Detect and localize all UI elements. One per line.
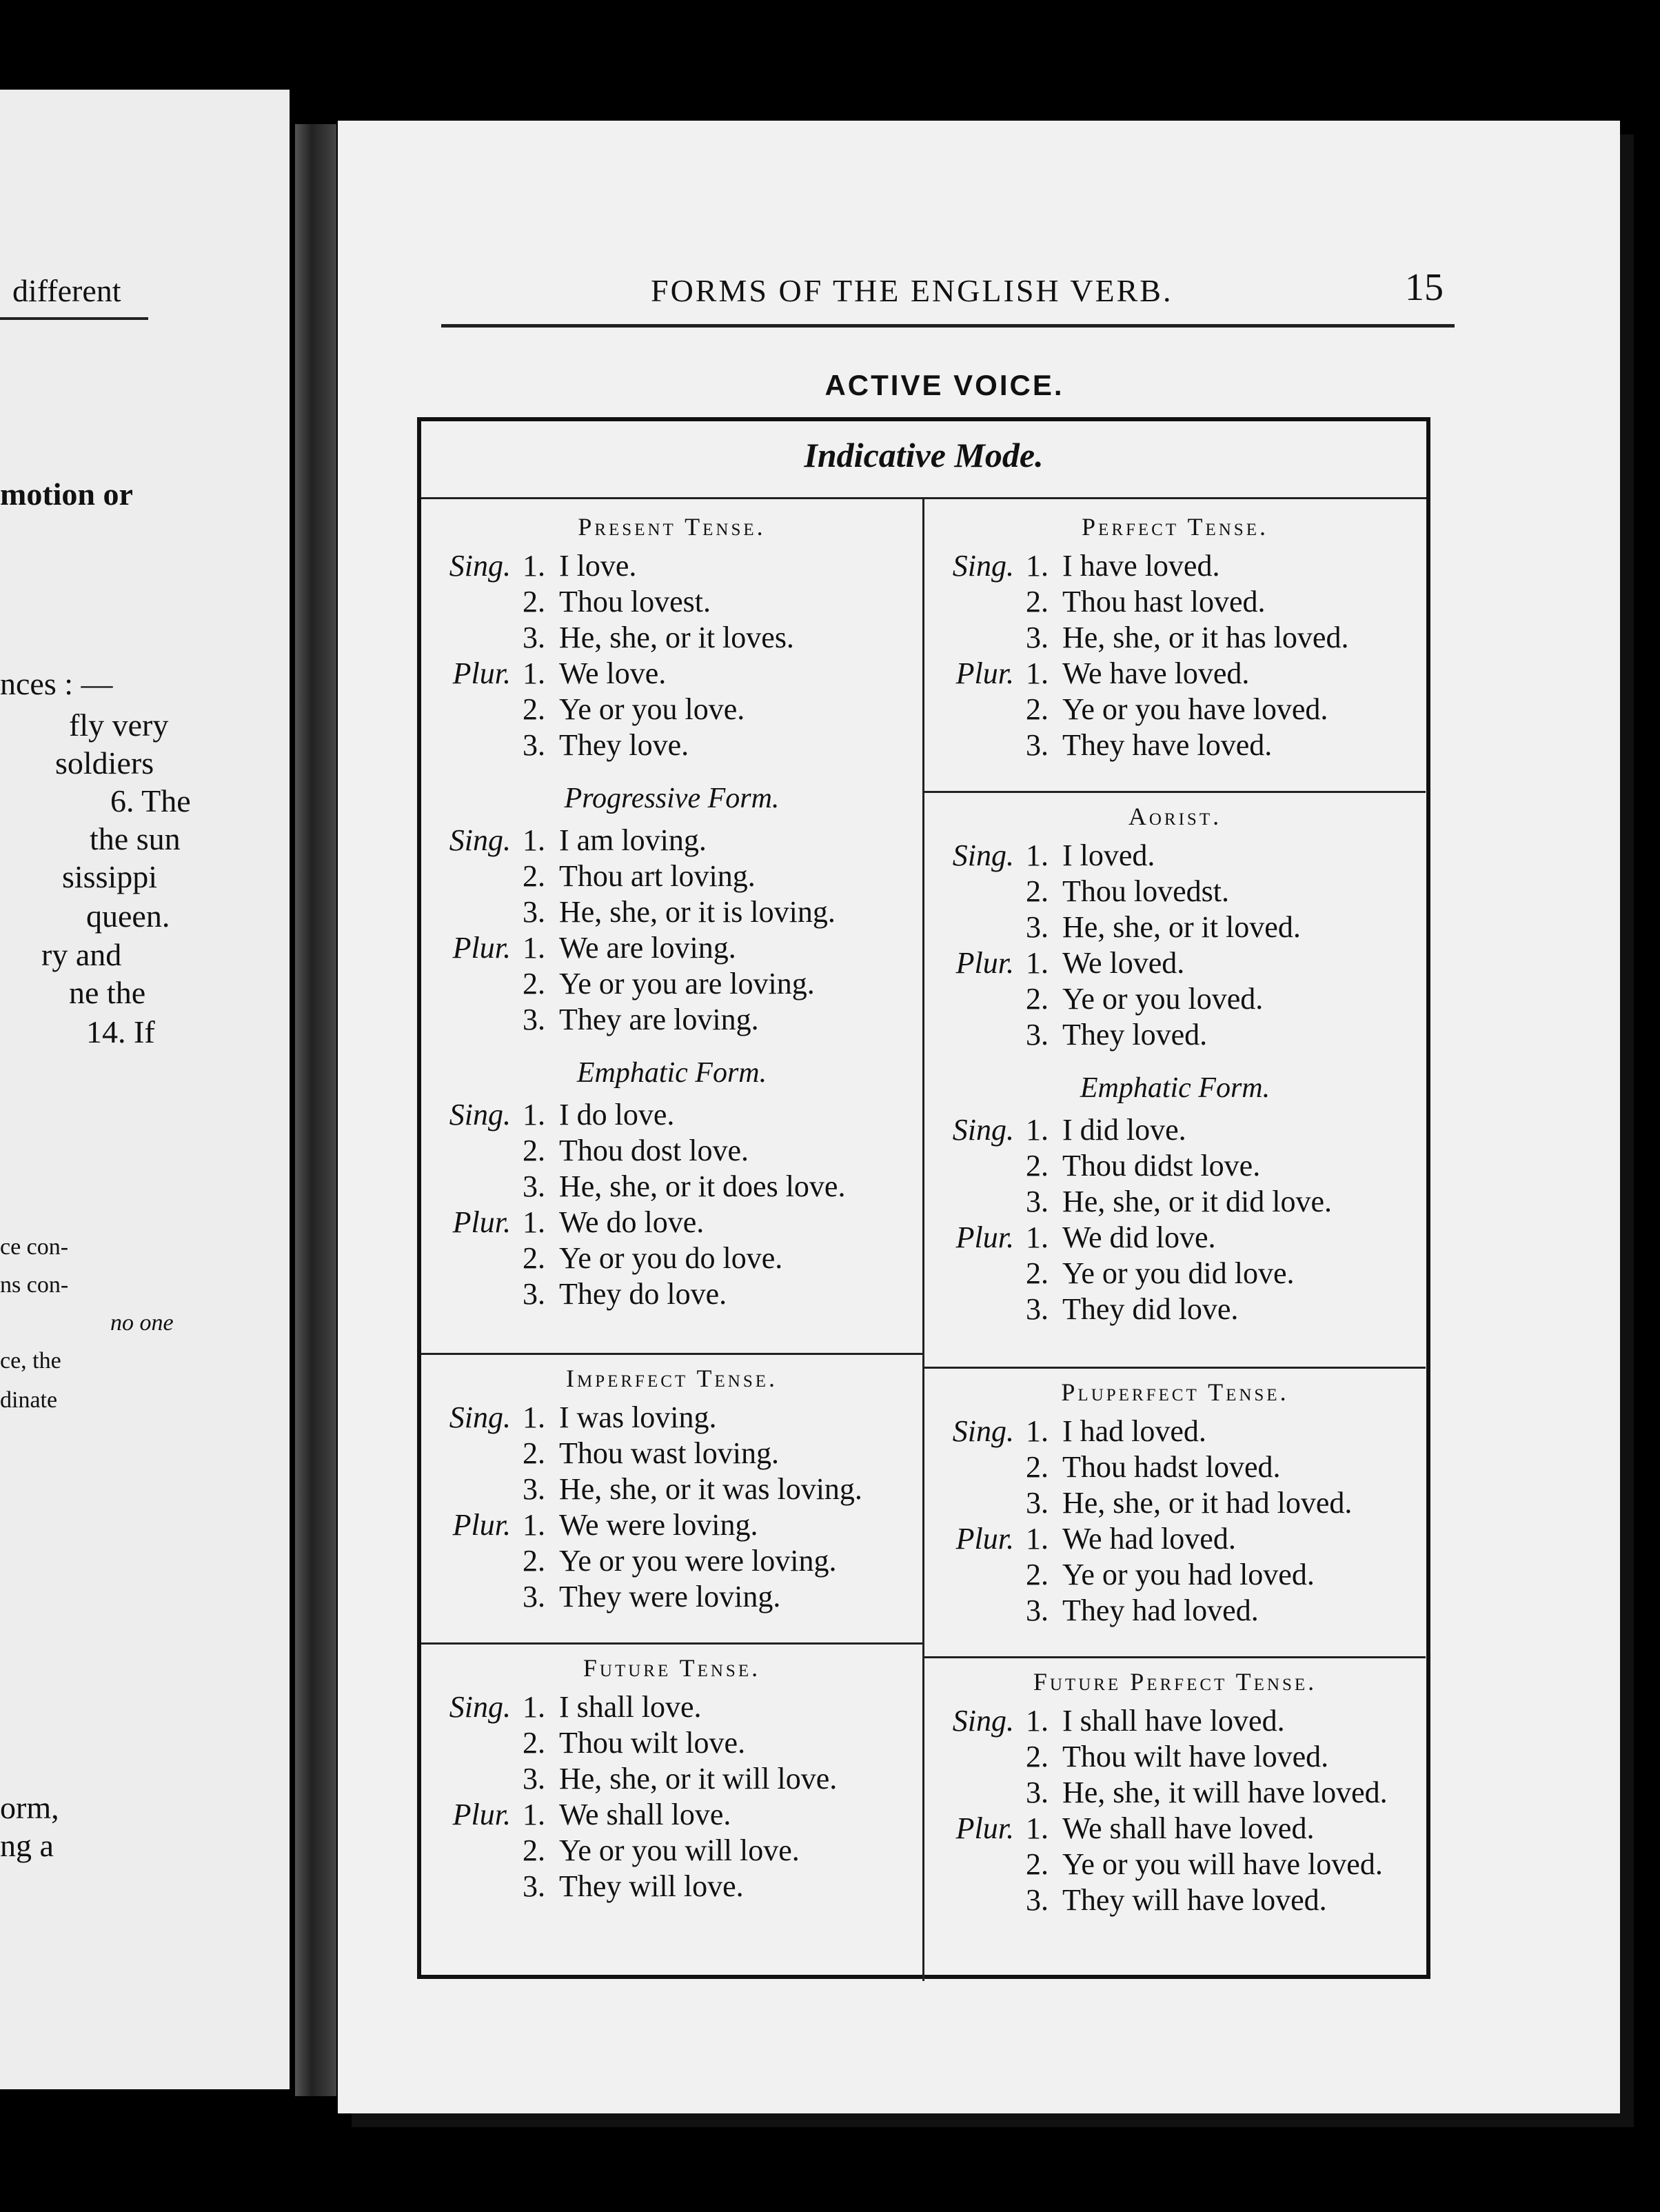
verb-form: Ye or you had loved. [1062, 1558, 1315, 1591]
verb-form: Thou didst love. [1062, 1149, 1261, 1183]
verb-form: He, she, or it will love. [559, 1762, 838, 1796]
number-label: Sing. [952, 1113, 1014, 1147]
conjugation-row [421, 894, 922, 930]
number-label: Sing. [449, 823, 511, 857]
conjugation-row [924, 838, 1426, 874]
verb-form: They have loved. [1062, 728, 1273, 762]
person-number: 1. [523, 656, 545, 690]
conjugation-row [421, 1797, 922, 1833]
conjugation-row [421, 1240, 922, 1276]
facing-page-fragment: ns con- [0, 1272, 69, 1298]
tense-section [924, 1371, 1426, 1629]
person-number: 2. [1026, 1149, 1049, 1183]
person-number: 2. [1026, 692, 1049, 726]
number-label: Plur. [452, 656, 511, 690]
verb-form: He, she, or it loves. [559, 621, 794, 654]
conjugation-row [924, 548, 1426, 584]
mode-title: Indicative Mode. [804, 436, 1044, 474]
verb-form: We do love. [559, 1205, 705, 1239]
facing-page-fragment: ng a [0, 1828, 54, 1863]
running-head: FORMS OF THE ENGLISH VERB. [651, 273, 1173, 308]
number-label: Sing. [449, 1098, 511, 1132]
section-rule [421, 1353, 922, 1355]
verb-form: He, she, it will have loved. [1062, 1776, 1388, 1809]
conjugation-row [924, 727, 1426, 763]
number-label: Plur. [955, 656, 1014, 690]
person-number: 2. [1026, 1450, 1049, 1484]
conjugation-row [924, 1593, 1426, 1629]
facing-page-fragment: motion or [0, 476, 133, 512]
conjugation-row [924, 1017, 1426, 1053]
conjugation-row [924, 981, 1426, 1017]
facing-page-fragment: soldiers [55, 745, 154, 781]
section-rule [421, 1642, 922, 1645]
conjugation-row [924, 1112, 1426, 1148]
conjugation-row [421, 1833, 922, 1869]
person-number: 3. [523, 895, 545, 929]
tense-title: Imperfect Tense. [565, 1365, 778, 1392]
verb-form: We loved. [1062, 946, 1185, 980]
person-number: 1. [523, 1400, 545, 1434]
person-number: 1. [1026, 1220, 1049, 1254]
conjugation-row [421, 1543, 922, 1579]
person-number: 1. [523, 823, 545, 857]
conjugation-row [421, 727, 922, 763]
verb-form: They do love. [559, 1277, 727, 1311]
conjugation-row [924, 1148, 1426, 1184]
conjugation-row [924, 1414, 1426, 1449]
person-number: 2. [523, 692, 545, 726]
person-number: 3. [1026, 1776, 1049, 1809]
person-number: 1. [523, 931, 545, 965]
verb-form: He, she, or it did love. [1062, 1185, 1333, 1218]
conjugation-row [421, 548, 922, 584]
conjugation-row [924, 1291, 1426, 1327]
facing-page-fragment: ce con- [0, 1234, 69, 1260]
facing-page-fragment: ne the [69, 975, 146, 1010]
person-number: 3. [523, 1580, 545, 1613]
conjugation-row [924, 1485, 1426, 1521]
number-label: Plur. [955, 1220, 1014, 1254]
verb-form: He, she, or it was loving. [559, 1472, 862, 1506]
number-label: Plur. [955, 1811, 1014, 1845]
person-number: 3. [523, 1277, 545, 1311]
person-number: 2. [523, 1544, 545, 1578]
conjugation-row [421, 930, 922, 966]
number-label: Plur. [452, 1798, 511, 1831]
conjugation-row [924, 1775, 1426, 1811]
person-number: 1. [523, 1798, 545, 1831]
number-label: Sing. [952, 1704, 1014, 1738]
book-binding [295, 124, 336, 2096]
conjugation-row [421, 1133, 922, 1169]
facing-page-rule [0, 317, 148, 320]
person-number: 2. [523, 1726, 545, 1760]
conjugation-row [421, 1507, 922, 1543]
verb-form: I had loved. [1062, 1414, 1206, 1448]
verb-form: They are loving. [559, 1003, 759, 1036]
conjugation-row [421, 1400, 922, 1436]
section-rule [924, 1656, 1426, 1658]
person-number: 2. [523, 1833, 545, 1867]
person-number: 1. [1026, 1414, 1049, 1448]
tense-title: Aorist. [1128, 803, 1222, 830]
person-number: 2. [523, 585, 545, 619]
person-number: 2. [1026, 1256, 1049, 1290]
person-number: 1. [1026, 1113, 1049, 1147]
number-label: Plur. [955, 946, 1014, 980]
verb-form: I loved. [1062, 838, 1155, 872]
verb-form: We are loving. [559, 931, 736, 965]
person-number: 3. [523, 1869, 545, 1903]
person-number: 1. [523, 1205, 545, 1239]
verb-form: Ye or you loved. [1062, 982, 1264, 1016]
conjugation-row [924, 1184, 1426, 1220]
person-number: 1. [1026, 1704, 1049, 1738]
person-number: 1. [1026, 549, 1049, 583]
facing-page-fragment: queen. [86, 898, 170, 934]
person-number: 3. [1026, 1018, 1049, 1052]
voice-heading: ACTIVE VOICE. [824, 369, 1064, 401]
conjugation-row [924, 1739, 1426, 1775]
conjugation-row [924, 1882, 1426, 1918]
person-number: 1. [523, 1690, 545, 1724]
verb-form: We shall have loved. [1062, 1811, 1315, 1845]
conjugation-row [421, 1869, 922, 1904]
person-number: 2. [1026, 1847, 1049, 1881]
tense-title: Present Tense. [578, 513, 766, 541]
verb-form: We love. [559, 656, 667, 690]
verb-form: He, she, or it has loved. [1062, 621, 1349, 654]
verb-form: They will have loved. [1062, 1883, 1327, 1917]
verb-form: Thou wilt have loved. [1062, 1740, 1329, 1773]
person-number: 3. [1026, 910, 1049, 944]
conjugation-row [421, 1761, 922, 1797]
person-number: 1. [1026, 1522, 1049, 1556]
tense-section [421, 1357, 922, 1615]
verb-form: They had loved. [1062, 1593, 1259, 1627]
person-number: 1. [523, 1098, 545, 1132]
tense-title: Pluperfect Tense. [1061, 1378, 1289, 1406]
facing-page-fragment: the sun [90, 821, 181, 856]
person-number: 1. [1026, 1811, 1049, 1845]
number-label: Sing. [449, 1400, 511, 1434]
verb-form: We have loved. [1062, 656, 1250, 690]
form-subtitle: Emphatic Form. [576, 1057, 767, 1089]
conjugation-row [421, 1002, 922, 1038]
tense-title: Perfect Tense. [1082, 513, 1268, 541]
verb-form: I shall love. [559, 1690, 702, 1724]
section-rule [924, 791, 1426, 793]
verb-form: He, she, or it had loved. [1062, 1486, 1353, 1520]
person-number: 2. [523, 967, 545, 1001]
facing-page-fragment: ry and [41, 937, 122, 972]
conjugation-row [924, 692, 1426, 727]
number-label: Sing. [952, 1414, 1014, 1448]
verb-form: Thou hast loved. [1062, 585, 1266, 619]
person-number: 1. [523, 1508, 545, 1542]
person-number: 3. [523, 1762, 545, 1796]
number-label: Plur. [452, 931, 511, 965]
conjugation-row [924, 620, 1426, 656]
verb-form: Thou dost love. [559, 1134, 749, 1167]
verb-form: Ye or you were loving. [559, 1544, 837, 1578]
form-subtitle: Emphatic Form. [1080, 1072, 1271, 1104]
facing-page-fragment: 14. If [86, 1014, 155, 1049]
conjugation-row [421, 1276, 922, 1312]
conjugation-row [924, 1847, 1426, 1882]
person-number: 3. [1026, 1883, 1049, 1917]
conjugation-table [417, 417, 1430, 1979]
verb-form: Thou art loving. [559, 859, 756, 893]
conjugation-row [421, 1097, 922, 1133]
facing-page-fragment: orm, [0, 1790, 59, 1825]
verb-form: I do love. [559, 1098, 675, 1132]
header-rule [441, 324, 1455, 328]
person-number: 2. [1026, 1740, 1049, 1773]
verb-form: We were loving. [559, 1508, 758, 1542]
tense-title: Future Perfect Tense. [1033, 1668, 1317, 1696]
conjugation-row [421, 692, 922, 727]
conjugation-row [924, 1811, 1426, 1847]
number-label: Sing. [952, 838, 1014, 872]
verb-form: I have loved. [1062, 549, 1220, 583]
conjugation-row [924, 1521, 1426, 1557]
conjugation-row [421, 1169, 922, 1205]
verb-form: Ye or you are loving. [559, 967, 815, 1001]
verb-form: He, she, or it does love. [559, 1169, 846, 1203]
conjugation-row [421, 966, 922, 1002]
verb-form: I was loving. [559, 1400, 717, 1434]
person-number: 3. [1026, 1185, 1049, 1218]
verb-form: Thou lovedst. [1062, 874, 1229, 908]
person-number: 1. [523, 549, 545, 583]
person-number: 2. [523, 859, 545, 893]
person-number: 1. [1026, 838, 1049, 872]
number-label: Plur. [452, 1205, 511, 1239]
conjugation-row [421, 1205, 922, 1240]
person-number: 3. [1026, 621, 1049, 654]
person-number: 2. [523, 1241, 545, 1275]
number-label: Plur. [452, 1508, 511, 1542]
number-label: Sing. [449, 549, 511, 583]
conjugation-row [421, 823, 922, 858]
person-number: 2. [1026, 874, 1049, 908]
number-label: Sing. [952, 549, 1014, 583]
tense-section [924, 795, 1426, 1327]
person-number: 1. [1026, 656, 1049, 690]
facing-page-fragment: nces : — [0, 666, 113, 701]
verb-form: They will love. [559, 1869, 744, 1903]
verb-form: We shall love. [559, 1798, 731, 1831]
tense-title: Future Tense. [583, 1654, 761, 1682]
number-label: Plur. [955, 1522, 1014, 1556]
person-number: 3. [523, 728, 545, 762]
verb-form: We had loved. [1062, 1522, 1236, 1556]
right-column [924, 499, 1426, 1981]
person-number: 3. [1026, 1292, 1049, 1326]
conjugation-row [924, 656, 1426, 692]
verb-form: Ye or you did love. [1062, 1256, 1295, 1290]
section-rule [924, 1367, 1426, 1369]
verb-form: Ye or you love. [559, 692, 745, 726]
tense-section [924, 1660, 1426, 1918]
facing-page [0, 90, 290, 2089]
conjugation-row [421, 1579, 922, 1615]
verb-form: I love. [559, 549, 637, 583]
person-number: 3. [523, 1169, 545, 1203]
conjugation-row [924, 1256, 1426, 1291]
tense-section [421, 505, 922, 1312]
conjugation-row [924, 1557, 1426, 1593]
tense-section [924, 505, 1426, 763]
conjugation-row [421, 1725, 922, 1761]
conjugation-row [421, 584, 922, 620]
person-number: 3. [523, 1472, 545, 1506]
person-number: 3. [1026, 1593, 1049, 1627]
conjugation-row [924, 1703, 1426, 1739]
verb-form: Thou wilt love. [559, 1726, 746, 1760]
conjugation-row [421, 620, 922, 656]
verb-form: I am loving. [559, 823, 707, 857]
person-number: 3. [523, 621, 545, 654]
facing-page-fragment: different [12, 273, 121, 308]
person-number: 2. [1026, 1558, 1049, 1591]
verb-form: Thou wast loving. [559, 1436, 779, 1470]
verb-form: Thou hadst loved. [1062, 1450, 1281, 1484]
conjugation-row [421, 858, 922, 894]
verb-form: Ye or you will have loved. [1062, 1847, 1383, 1881]
verb-form: Thou lovest. [559, 585, 711, 619]
page-number: 15 [1405, 266, 1444, 309]
facing-page-fragment: sissippi [62, 859, 158, 894]
verb-form: I did love. [1062, 1113, 1186, 1147]
verb-form: They loved. [1062, 1018, 1208, 1052]
conjugation-row [421, 1471, 922, 1507]
person-number: 2. [523, 1436, 545, 1470]
book-page [338, 121, 1620, 2113]
facing-page-fragment: fly very [69, 707, 169, 743]
facing-page-fragment: ce, the [0, 1348, 61, 1374]
conjugation-row [924, 1220, 1426, 1256]
conjugation-row [421, 656, 922, 692]
person-number: 1. [1026, 946, 1049, 980]
person-number: 3. [1026, 728, 1049, 762]
conjugation-row [421, 1689, 922, 1725]
verb-form: Ye or you have loved. [1062, 692, 1328, 726]
person-number: 3. [1026, 1486, 1049, 1520]
number-label: Sing. [449, 1690, 511, 1724]
facing-page-fragment: no one [110, 1310, 174, 1336]
conjugation-row [924, 945, 1426, 981]
facing-page-fragment: 6. The [110, 783, 191, 818]
conjugation-row [924, 874, 1426, 909]
verb-form: We did love. [1062, 1220, 1216, 1254]
conjugation-row [924, 1449, 1426, 1485]
person-number: 3. [523, 1003, 545, 1036]
verb-form: He, she, or it loved. [1062, 910, 1301, 944]
verb-form: They did love. [1062, 1292, 1239, 1326]
person-number: 2. [1026, 585, 1049, 619]
left-column [421, 499, 922, 1981]
conjugation-row [421, 1436, 922, 1471]
facing-page-fragment: dinate [0, 1387, 58, 1413]
conjugation-row [924, 584, 1426, 620]
verb-form: I shall have loved. [1062, 1704, 1285, 1738]
verb-form: He, she, or it is loving. [559, 895, 836, 929]
form-subtitle: Progressive Form. [564, 783, 780, 814]
person-number: 2. [1026, 982, 1049, 1016]
verb-form: They were loving. [559, 1580, 781, 1613]
verb-form: They love. [559, 728, 689, 762]
verb-form: Ye or you will love. [559, 1833, 800, 1867]
person-number: 2. [523, 1134, 545, 1167]
conjugation-row [924, 909, 1426, 945]
verb-form: Ye or you do love. [559, 1241, 783, 1275]
tense-section [421, 1647, 922, 1904]
